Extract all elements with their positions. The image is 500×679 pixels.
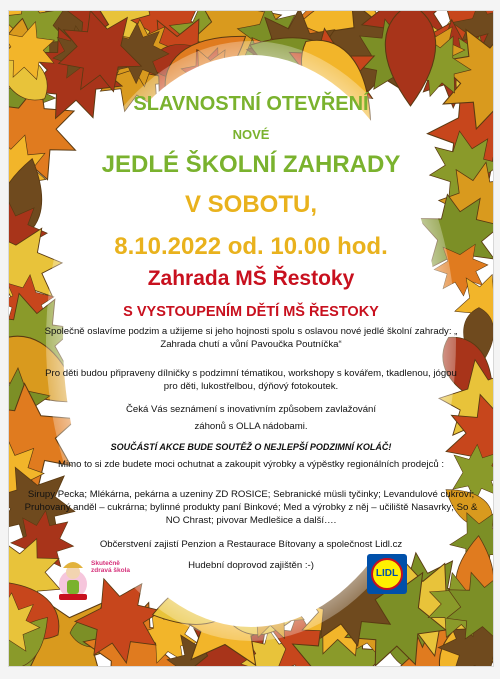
paragraph-irrigation-1: Čeká Vás seznámení s inovativním způsobem zavlažování <box>125 404 377 415</box>
healthy-school-logo <box>53 554 131 606</box>
paragraph-vendors-list: Sirupy Pecka; Mlékárna, pekárna a uzeniny ZD ROSICE; Sebranické müsli tyčinky; Levandulové cukroví; Pruhovaný anděl – cukrárna; bylinné produkty paní Binkové; Med a výrobky z něj – učiliště Nasavrky; So & NO Chrast; pivovar Medlešice a další…. <box>24 489 478 526</box>
healthy-school-logo-text: Skutečně zdravá škola <box>91 560 131 574</box>
paragraph-irrigation-2: záhonů s OLLA nádobami. <box>194 421 308 432</box>
title-line-new: NOVÉ <box>232 127 270 142</box>
event-date-time: 8.10.2022 od. 10.00 hod. <box>114 233 388 260</box>
poster <box>8 10 494 667</box>
competition-note: SOUČÁSTÍ AKCE BUDE SOUTĚŽ O NEJLEPŠÍ PODZIMNÍ KOLÁČ! <box>110 442 392 452</box>
paragraph-workshops: Pro děti budou připraveny dílničky s podzimní tématikou, workshopy s kovářem, tkadlenou, jógou pro děti, lukostřelbou, dýňový fotokoutek. <box>45 368 457 392</box>
title-line-garden: JEDLÉ ŠKOLNÍ ZAHRADY <box>101 151 401 178</box>
paragraph-intro: Společně oslavíme podzim a užijeme si jeho hojnosti spolu s oslavou nové jedlé školní zahrady: „ Zahrada chutí a vůní Pavoučka Poutníčka“ <box>44 326 458 350</box>
title-line-saturday: V SOBOTU, <box>184 191 317 218</box>
title-line-opening: SLAVNOSTNÍ OTEVŘENÍ <box>133 93 369 115</box>
lidl-logo-text: LIDL <box>375 568 399 579</box>
event-location: Zahrada MŠ Řestoky <box>147 267 355 290</box>
paragraph-refreshments: Občerstvení zajistí Penzion a Restaurace Bítovany a společnost Lidl.cz <box>99 539 403 550</box>
paragraph-vendors-intro: Mimo to si zde budete moci ochutnat a zakoupit výrobky a výpěstky regionálních prodejců : <box>57 459 445 470</box>
lidl-logo <box>367 554 407 594</box>
performance-note: S VYSTOUPENÍM DĚTÍ MŠ ŘESTOKY <box>123 304 379 320</box>
paragraph-music: Hudební doprovod zajištěn :-) <box>188 560 314 571</box>
